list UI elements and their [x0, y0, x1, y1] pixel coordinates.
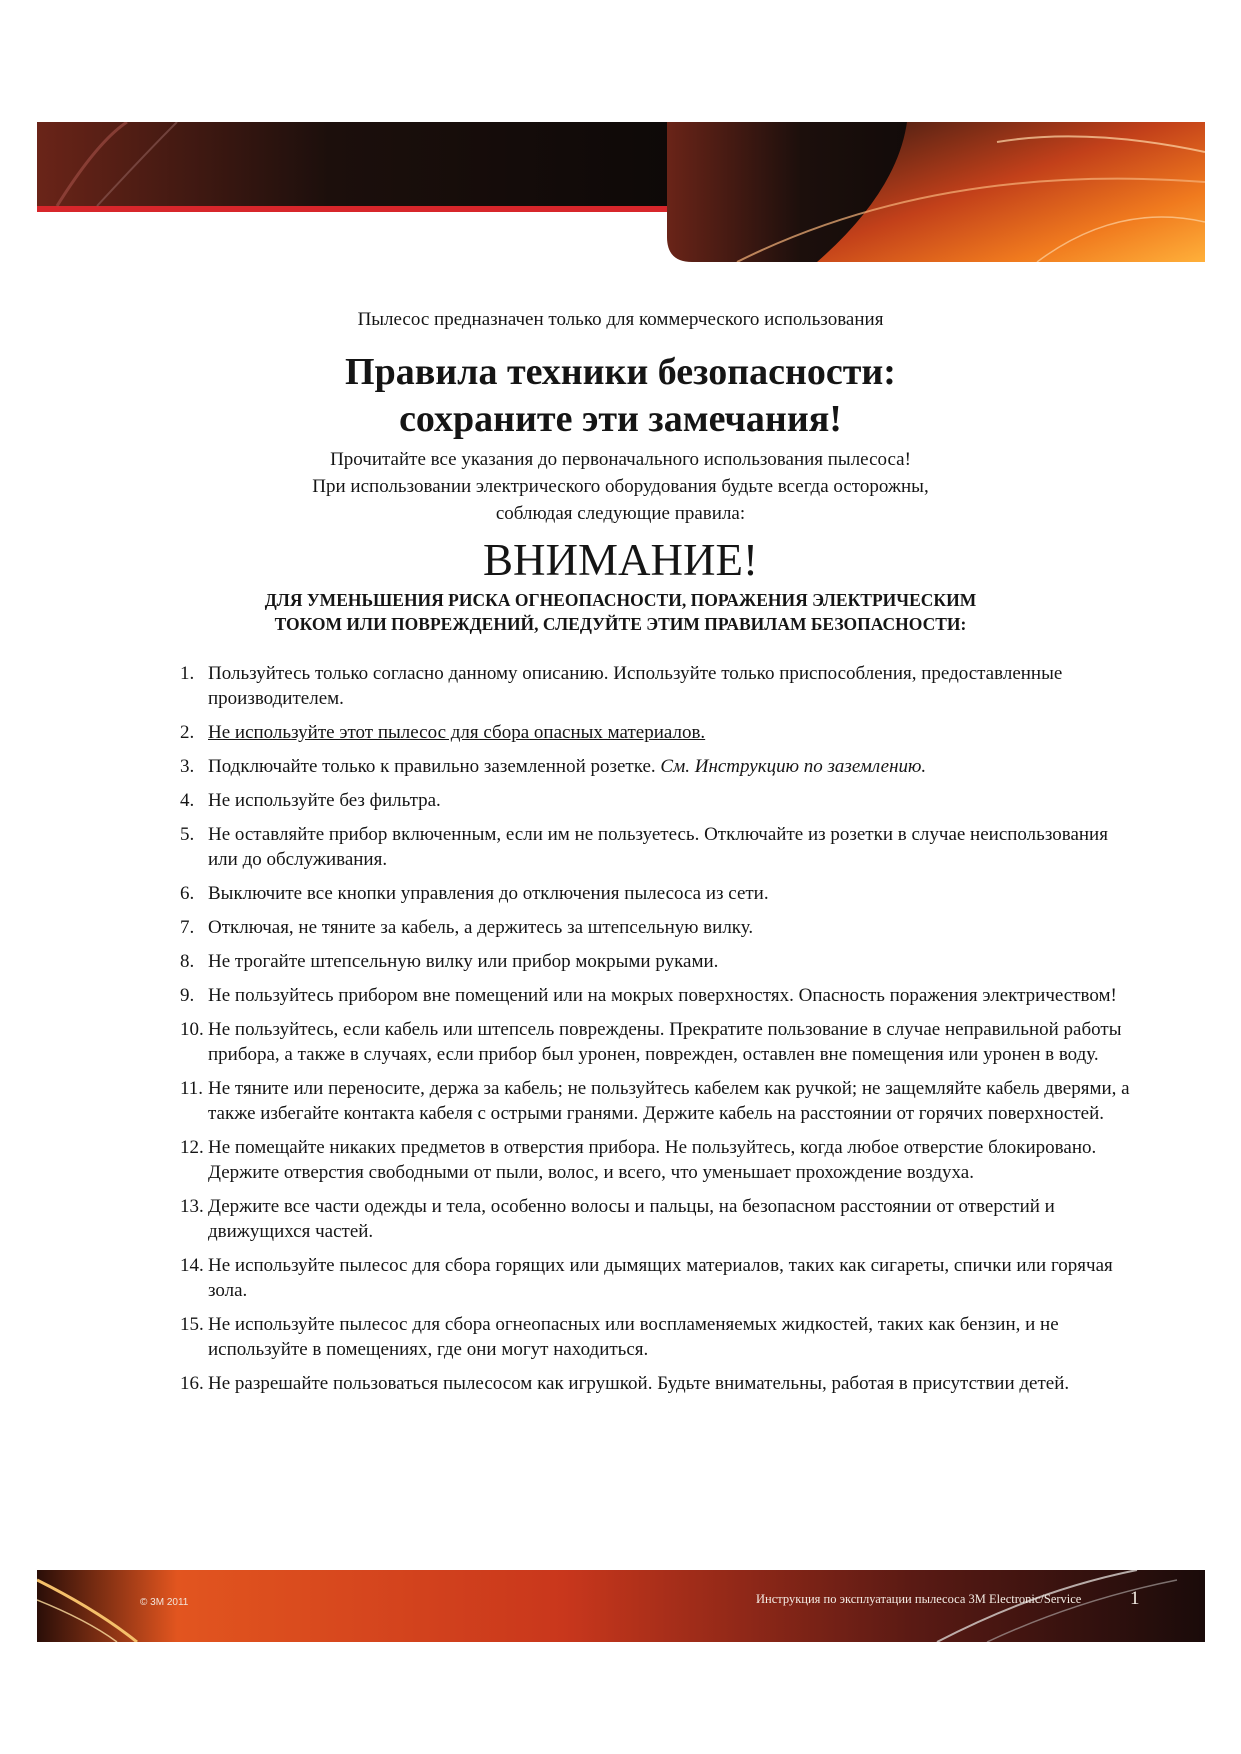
header-banner: [37, 122, 1205, 262]
rule-item: 10. Не пользуйтесь, если кабель или штепсель повреждены. Прекратите пользование в случае неправильной работы прибора, а также в случаях, если прибор был уронен, поврежден, оставлен вне помещения или уронен в воду.: [180, 1019, 1122, 1065]
copyright: © 3M 2011: [140, 1597, 189, 1608]
intro-line3: соблюдая следующие правила:: [495, 503, 746, 524]
page-title-line2: сохраните эти замечания!: [399, 398, 842, 440]
rule-item: 15. Не используйте пылесос для сбора огнеопасных или воспламеняемых жидкостей, таких как бензин, и не используйте в помещениях, где они могут находиться.: [180, 1314, 1059, 1360]
rule-item: 1. Пользуйтесь только согласно данному описанию. Используйте только приспособления, предоставленные производителем.: [180, 663, 1063, 709]
intro-line1: Прочитайте все указания до первоначального использования пылесоса!: [330, 449, 911, 470]
intro-line2: При использовании электрического оборудования будьте всегда осторожны,: [312, 476, 929, 497]
warning-title: ВНИМАНИЕ!: [483, 535, 758, 585]
warning-line1: ДЛЯ УМЕНЬШЕНИЯ РИСКА ОГНЕОПАСНОСТИ, ПОРАЖЕНИЯ ЭЛЕКТРИЧЕСКИМ: [264, 590, 977, 610]
safety-rules-list: [172, 661, 1142, 1405]
rule-item: 11. Не тяните или переносите, держа за кабель; не пользуйтесь кабелем как ручкой; не защемляйте кабель дверями, а также избегайте контакта кабеля с острыми гранями. Держите кабель на расстоянии от горячих поверхностей.: [180, 1078, 1130, 1124]
rule-item: 5. Не оставляйте прибор включенным, если им не пользуетесь. Отключайте из розетки в случае неиспользования или до обслуживания.: [180, 824, 1108, 870]
rule-item: 12. Не помещайте никаких предметов в отверстия прибора. Не пользуйтесь, когда любое отверстие блокировано. Держите отверстия свободными от пыли, волос, и всего, что уменьшает прохождение воздуха.: [180, 1137, 1097, 1183]
rule-item: 8. Не трогайте штепсельную вилку или прибор мокрыми руками.: [180, 951, 719, 972]
rule-item: 7. Отключая, не тяните за кабель, а держитесь за штепсельную вилку.: [180, 917, 754, 938]
footer-doc-title: Инструкция по эксплуатации пылесоса 3M Electronic/Service: [756, 1592, 1082, 1606]
page-title: [0, 349, 1241, 443]
page-number: 1: [1130, 1588, 1140, 1609]
rule-item: 4. Не используйте без фильтра.: [180, 790, 441, 811]
rule-item: 9. Не пользуйтесь прибором вне помещений или на мокрых поверхностях. Опасность поражения электричеством!: [180, 985, 1117, 1006]
rule-item: 2. Не используйте этот пылесос для сбора опасных материалов.: [180, 722, 706, 743]
page-title-line1: Правила техники безопасности:: [345, 351, 896, 393]
rule-item: 3. Подключайте только к правильно заземленной розетке. См. Инструкцию по заземлению.: [180, 756, 927, 777]
document-subtitle: Пылесос предназначен только для коммерческого использования: [357, 309, 884, 330]
intro-text: [0, 446, 1241, 527]
warning-text: [0, 588, 1241, 636]
warning-line2: ТОКОМ ИЛИ ПОВРЕЖДЕНИЙ, СЛЕДУЙТЕ ЭТИМ ПРАВИЛАМ БЕЗОПАСНОСТИ:: [274, 614, 967, 634]
rule-item: 13. Держите все части одежды и тела, особенно волосы и пальцы, на безопасном расстоянии от отверстий и движущихся частей.: [180, 1196, 1055, 1242]
rule-item: 14. Не используйте пылесос для сбора горящих или дымящих материалов, таких как сигареты, спички или горячая зола.: [180, 1255, 1113, 1301]
rule-item: 6. Выключите все кнопки управления до отключения пылесоса из сети.: [180, 883, 769, 904]
rule-item: 16. Не разрешайте пользоваться пылесосом как игрушкой. Будьте внимательны, работая в присутствии детей.: [180, 1373, 1070, 1394]
